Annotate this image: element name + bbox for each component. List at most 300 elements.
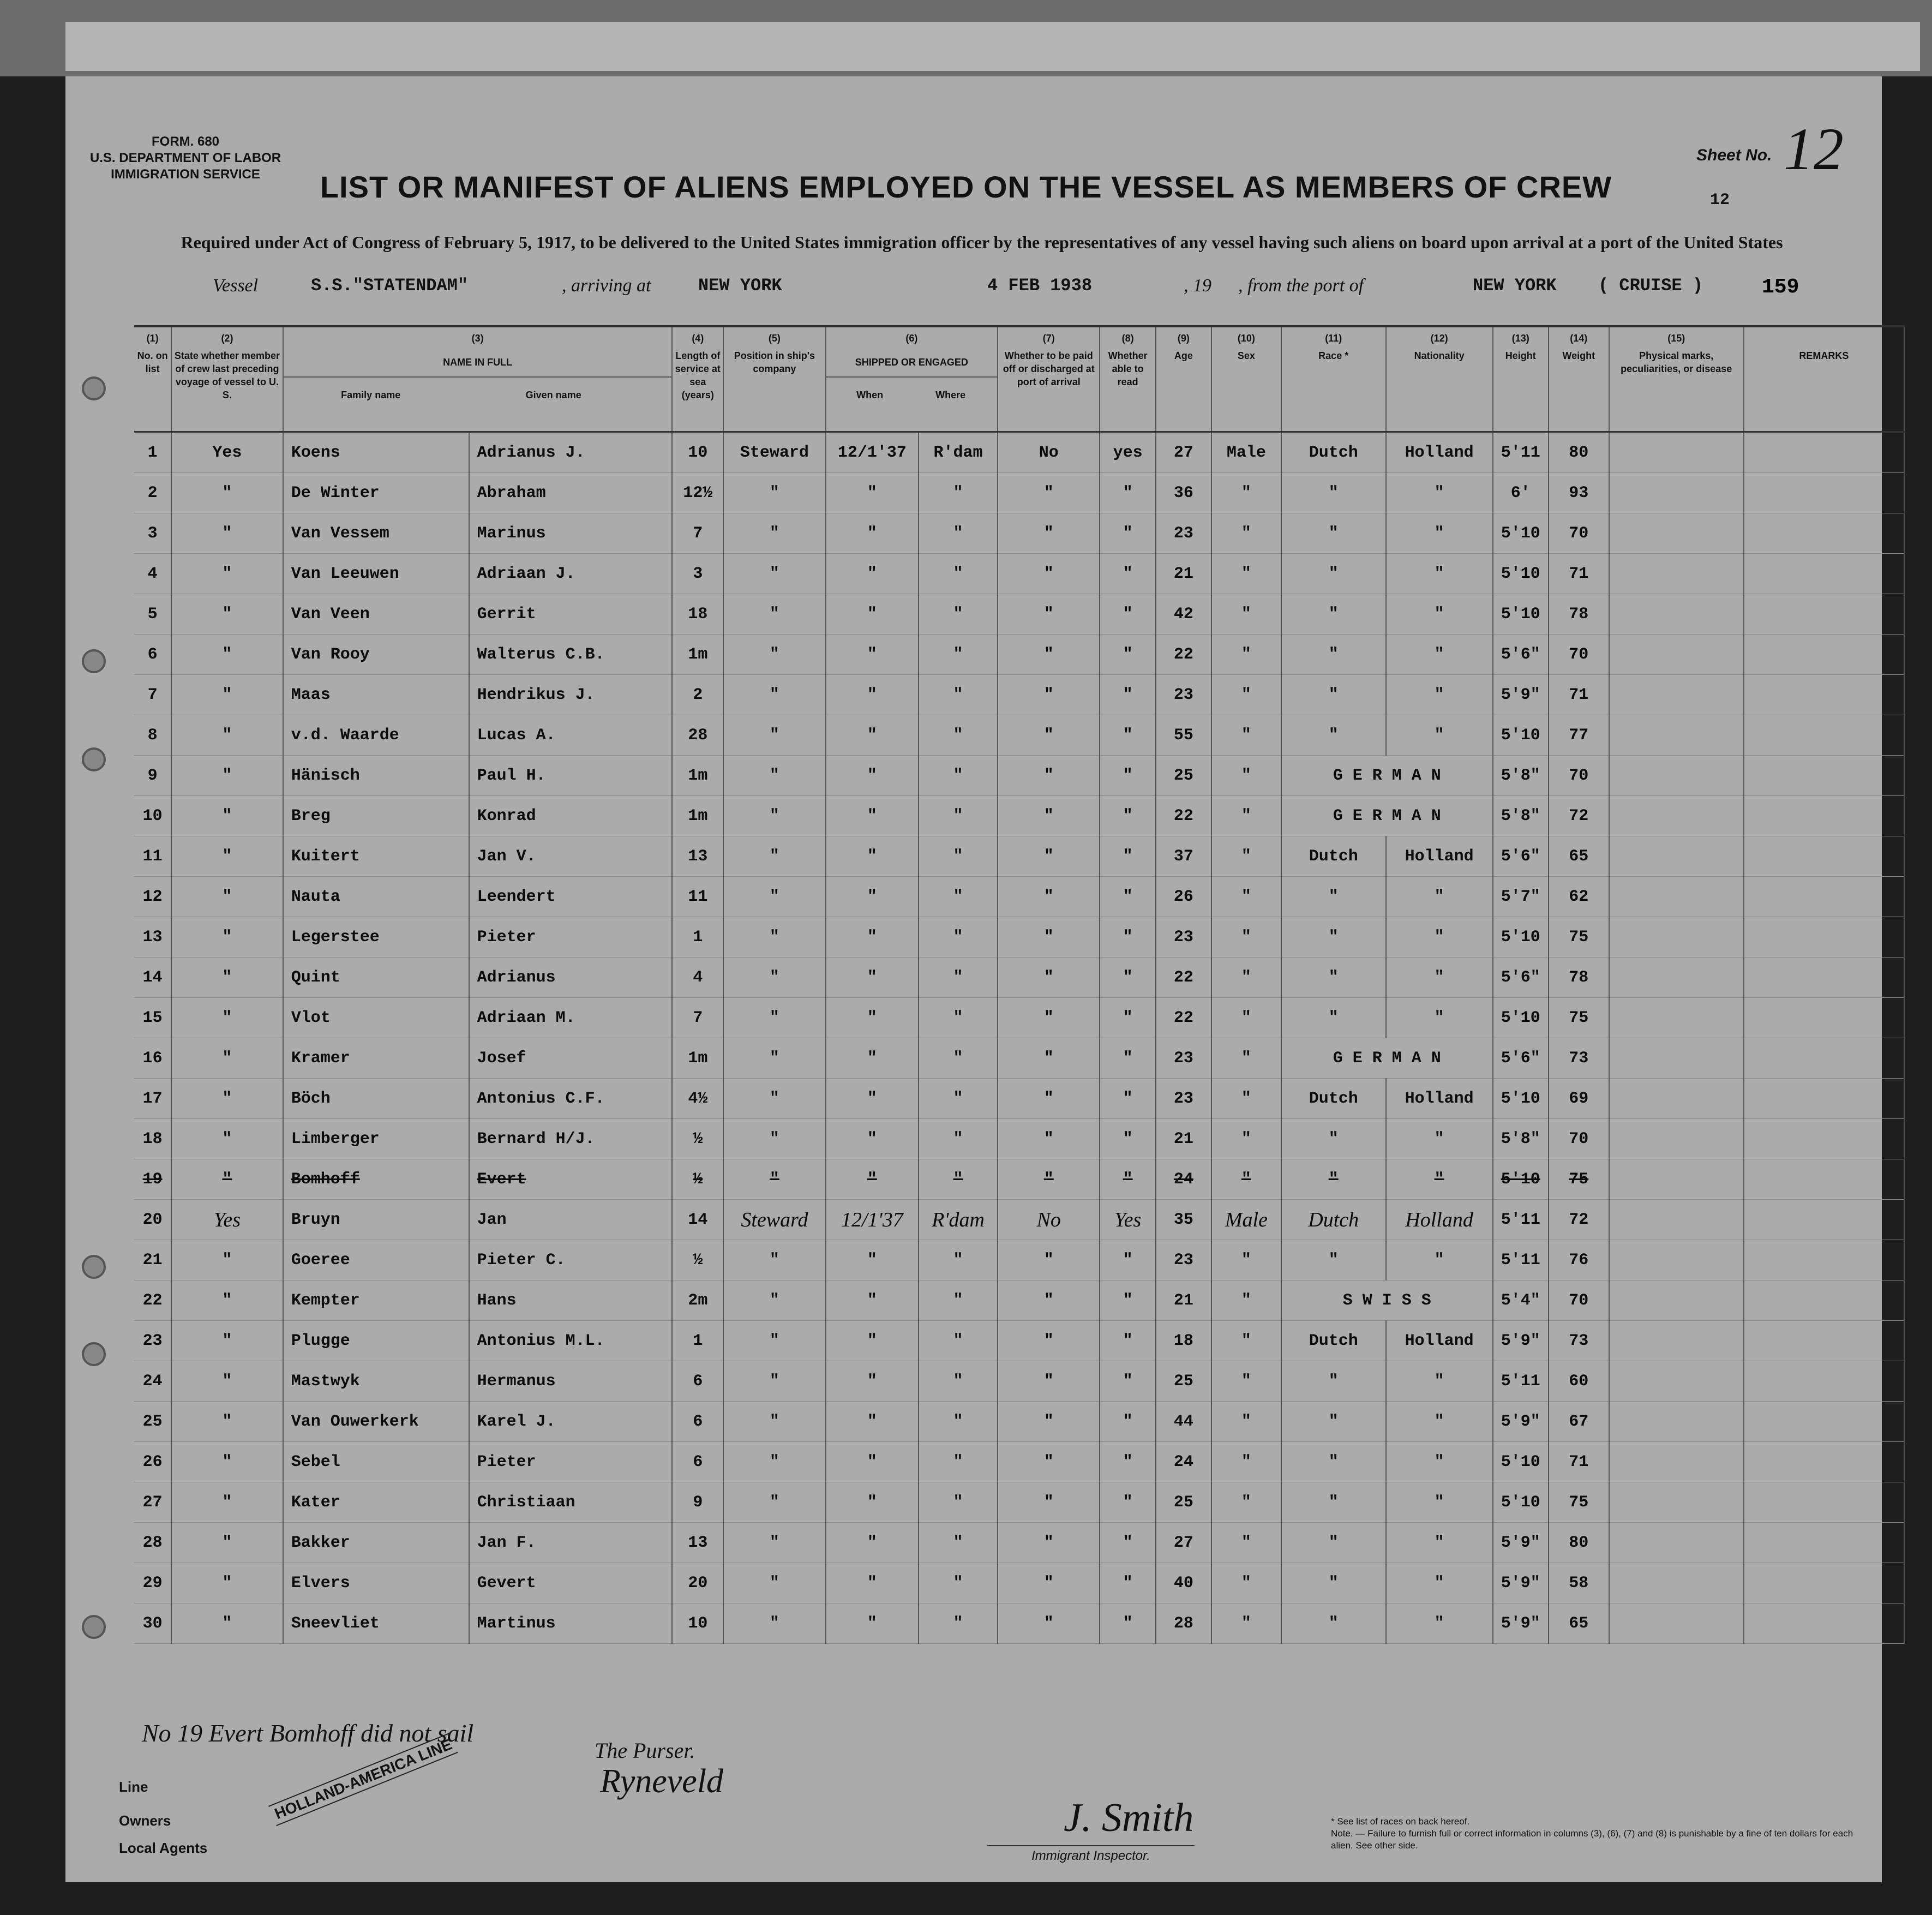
- owners-label: Owners: [119, 1812, 171, 1829]
- cell-age: 25: [1156, 756, 1211, 796]
- cell-paid: ": [998, 796, 1100, 836]
- cell-family: Van Leeuwen: [283, 554, 469, 594]
- col-number: (1): [134, 327, 171, 349]
- cell-state: ": [171, 796, 283, 836]
- cell-sex: ": [1211, 1321, 1281, 1361]
- table-row: [134, 958, 1904, 998]
- form-number: FORM. 680: [151, 134, 220, 149]
- cell-race: ": [1281, 675, 1386, 715]
- cell-remarks: [1744, 796, 1904, 836]
- cell-given: Christiaan: [469, 1482, 673, 1523]
- cell-physical: [1609, 1482, 1744, 1523]
- cell-position: ": [723, 1563, 825, 1603]
- cell-given: Hendrikus J.: [469, 675, 673, 715]
- cell-given: Josef: [469, 1038, 673, 1079]
- cell-state: ": [171, 554, 283, 594]
- cell-paid: ": [998, 1079, 1100, 1119]
- cell-weight: 80: [1549, 1523, 1609, 1563]
- cell-sex: ": [1211, 1240, 1281, 1280]
- cell-read: ": [1100, 635, 1155, 675]
- cell-nationality: ": [1386, 958, 1493, 998]
- cell-remarks: [1744, 635, 1904, 675]
- cell-state: Yes: [171, 1200, 283, 1240]
- col-number: (10): [1211, 327, 1281, 349]
- cell-length: 1: [672, 917, 723, 958]
- cell-weight: 73: [1549, 1321, 1609, 1361]
- cell-weight: 72: [1549, 796, 1609, 836]
- cell-position: ": [723, 1361, 825, 1402]
- cell-when: ": [826, 513, 919, 554]
- cell-race: ": [1281, 554, 1386, 594]
- col-number: (9): [1156, 327, 1211, 349]
- cell-paid: ": [998, 1119, 1100, 1159]
- cell-race: ": [1281, 1361, 1386, 1402]
- header-physical-marks: Physical marks, peculiarities, or disease: [1609, 349, 1744, 432]
- col-number: (5): [723, 327, 825, 349]
- cell-race: ": [1281, 1523, 1386, 1563]
- cell-length: ½: [672, 1240, 723, 1280]
- cell-physical: [1609, 1119, 1744, 1159]
- cell-paid: ": [998, 635, 1100, 675]
- cell-family: Goeree: [283, 1240, 469, 1280]
- cell-position: ": [723, 1119, 825, 1159]
- cell-paid: ": [998, 1442, 1100, 1482]
- cell-state: ": [171, 594, 283, 635]
- cell-remarks: [1744, 1523, 1904, 1563]
- cell-position: ": [723, 1038, 825, 1079]
- cell-when: ": [826, 594, 919, 635]
- cell-no: 1: [134, 432, 171, 473]
- cell-remarks: [1744, 594, 1904, 635]
- cell-given: Paul H.: [469, 756, 673, 796]
- cell-given: Adrianus: [469, 958, 673, 998]
- table-row: [134, 1442, 1904, 1482]
- table-row: [134, 1402, 1904, 1442]
- cell-given: Adrianus J.: [469, 432, 673, 473]
- cell-height: 5'11: [1493, 1200, 1549, 1240]
- cell-position: ": [723, 877, 825, 917]
- cell-sex: ": [1211, 917, 1281, 958]
- cell-when: ": [826, 675, 919, 715]
- cell-when: ": [826, 1280, 919, 1321]
- cell-weight: 67: [1549, 1402, 1609, 1442]
- cell-when: ": [826, 1442, 919, 1482]
- cell-height: 5'11: [1493, 1240, 1549, 1280]
- cell-where: ": [919, 635, 998, 675]
- cell-paid: ": [998, 1603, 1100, 1644]
- cell-state: ": [171, 1079, 283, 1119]
- cell-physical: [1609, 1200, 1744, 1240]
- cell-race: ": [1281, 473, 1386, 513]
- cell-nationality: ": [1386, 594, 1493, 635]
- cell-read: yes: [1100, 432, 1155, 473]
- footnotes: [1331, 1816, 1876, 1852]
- cell-length: 20: [672, 1563, 723, 1603]
- cell-state: ": [171, 635, 283, 675]
- cell-age: 36: [1156, 473, 1211, 513]
- cell-paid: ": [998, 1038, 1100, 1079]
- crew-table: [134, 327, 1905, 1644]
- cell-remarks: [1744, 1482, 1904, 1523]
- cell-sex: ": [1211, 675, 1281, 715]
- cell-nationality: ": [1386, 998, 1493, 1038]
- cell-when: ": [826, 1038, 919, 1079]
- table-row: [134, 1603, 1904, 1644]
- cell-position: ": [723, 1603, 825, 1644]
- cell-state: ": [171, 1563, 283, 1603]
- cell-age: 24: [1156, 1442, 1211, 1482]
- cell-remarks: [1744, 1442, 1904, 1482]
- cell-family: Vlot: [283, 998, 469, 1038]
- cell-read: ": [1100, 675, 1155, 715]
- cell-sex: Male: [1211, 432, 1281, 473]
- cell-given: Gevert: [469, 1563, 673, 1603]
- cell-race: ": [1281, 635, 1386, 675]
- cell-family: Maas: [283, 675, 469, 715]
- cell-age: 23: [1156, 917, 1211, 958]
- cell-family: Legerstee: [283, 917, 469, 958]
- cell-nationality: ": [1386, 473, 1493, 513]
- cell-where: ": [919, 756, 998, 796]
- cell-weight: 70: [1549, 513, 1609, 554]
- cell-remarks: [1744, 1240, 1904, 1280]
- cell-sex: ": [1211, 836, 1281, 877]
- cell-height: 5'10: [1493, 917, 1549, 958]
- cell-length: 28: [672, 715, 723, 756]
- footnote-note: Note. — Failure to furnish full or correct information in columns (3), (6), (7) and (8) is punishable by a fine of ten dollars for each alien. See other side.: [1331, 1828, 1853, 1851]
- cell-remarks: [1744, 1280, 1904, 1321]
- cell-paid: ": [998, 1563, 1100, 1603]
- cell-remarks: [1744, 1159, 1904, 1200]
- cell-given: Hans: [469, 1280, 673, 1321]
- cell-when: ": [826, 877, 919, 917]
- cell-height: 5'6": [1493, 836, 1549, 877]
- cell-length: 1m: [672, 796, 723, 836]
- inspector-signature: J. Smith: [1064, 1796, 1194, 1840]
- cell-when: 12/1'37: [826, 1200, 919, 1240]
- cell-sex: ": [1211, 756, 1281, 796]
- cell-no: 11: [134, 836, 171, 877]
- cell-no: 17: [134, 1079, 171, 1119]
- cell-family: Kuitert: [283, 836, 469, 877]
- cell-given: Jan V.: [469, 836, 673, 877]
- col-number: (15): [1609, 327, 1744, 349]
- cell-race: ": [1281, 1603, 1386, 1644]
- cell-race: ": [1281, 1563, 1386, 1603]
- cell-race: Dutch: [1281, 1200, 1386, 1240]
- cell-race: S W I S S: [1281, 1280, 1493, 1321]
- cell-weight: 69: [1549, 1079, 1609, 1119]
- header-given-name: Given name: [525, 390, 581, 400]
- cell-where: ": [919, 1442, 998, 1482]
- cell-sex: ": [1211, 635, 1281, 675]
- cell-physical: [1609, 796, 1744, 836]
- cell-race: ": [1281, 1159, 1386, 1200]
- cell-weight: 60: [1549, 1361, 1609, 1402]
- cell-physical: [1609, 1038, 1744, 1079]
- cell-remarks: [1744, 1361, 1904, 1402]
- header-race: Race *: [1281, 349, 1386, 432]
- cell-state: ": [171, 836, 283, 877]
- cell-weight: 70: [1549, 1280, 1609, 1321]
- cell-remarks: [1744, 836, 1904, 877]
- cell-no: 25: [134, 1402, 171, 1442]
- cell-physical: [1609, 1159, 1744, 1200]
- cell-weight: 62: [1549, 877, 1609, 917]
- cell-position: ": [723, 635, 825, 675]
- cell-when: ": [826, 796, 919, 836]
- cell-sex: ": [1211, 1442, 1281, 1482]
- cell-physical: [1609, 836, 1744, 877]
- cell-paid: ": [998, 1321, 1100, 1361]
- cell-remarks: [1744, 1200, 1904, 1240]
- cell-paid: ": [998, 756, 1100, 796]
- cell-when: ": [826, 1603, 919, 1644]
- cell-paid: ": [998, 554, 1100, 594]
- cell-no: 24: [134, 1361, 171, 1402]
- purser-signature: Ryneveld: [600, 1763, 724, 1800]
- table-row: [134, 756, 1904, 796]
- cell-paid: ": [998, 715, 1100, 756]
- cell-state: ": [171, 998, 283, 1038]
- cell-family: Breg: [283, 796, 469, 836]
- cell-weight: 71: [1549, 1442, 1609, 1482]
- cell-given: Hermanus: [469, 1361, 673, 1402]
- header-where: Where: [935, 390, 966, 400]
- cell-position: ": [723, 998, 825, 1038]
- cell-state: ": [171, 877, 283, 917]
- cell-where: ": [919, 836, 998, 877]
- header-age: Age: [1156, 349, 1211, 432]
- cell-position: ": [723, 1523, 825, 1563]
- cell-length: 18: [672, 594, 723, 635]
- cell-no: 19: [134, 1159, 171, 1200]
- cell-given: Adriaan M.: [469, 998, 673, 1038]
- cell-when: ": [826, 958, 919, 998]
- cell-where: ": [919, 958, 998, 998]
- cell-age: 26: [1156, 877, 1211, 917]
- cell-given: Pieter C.: [469, 1240, 673, 1280]
- cell-race: ": [1281, 715, 1386, 756]
- cell-length: 14: [672, 1200, 723, 1240]
- cell-remarks: [1744, 917, 1904, 958]
- cell-read: ": [1100, 594, 1155, 635]
- table-row: [134, 998, 1904, 1038]
- cell-where: ": [919, 1038, 998, 1079]
- cell-nationality: ": [1386, 715, 1493, 756]
- cell-family: Elvers: [283, 1563, 469, 1603]
- cell-race: ": [1281, 1119, 1386, 1159]
- cell-no: 22: [134, 1280, 171, 1321]
- cell-height: 5'6": [1493, 958, 1549, 998]
- cell-weight: 75: [1549, 917, 1609, 958]
- cell-length: 2m: [672, 1280, 723, 1321]
- cell-read: ": [1100, 513, 1155, 554]
- cell-family: Nauta: [283, 877, 469, 917]
- cell-position: ": [723, 917, 825, 958]
- cell-age: 35: [1156, 1200, 1211, 1240]
- cell-read: ": [1100, 958, 1155, 998]
- cell-given: Evert: [469, 1159, 673, 1200]
- cell-nationality: ": [1386, 554, 1493, 594]
- cell-when: ": [826, 1079, 919, 1119]
- cell-state: ": [171, 1119, 283, 1159]
- cell-given: Abraham: [469, 473, 673, 513]
- cell-physical: [1609, 1280, 1744, 1321]
- company-stamp: HOLLAND-AMERICA LINE: [268, 1732, 458, 1826]
- cell-given: Walterus C.B.: [469, 635, 673, 675]
- cell-age: 22: [1156, 635, 1211, 675]
- cell-physical: [1609, 1321, 1744, 1361]
- cell-where: ": [919, 715, 998, 756]
- cell-length: 13: [672, 1523, 723, 1563]
- cell-sex: ": [1211, 513, 1281, 554]
- page-title: LIST OR MANIFEST OF ALIENS EMPLOYED ON THE VESSEL AS MEMBERS OF CREW: [320, 170, 1612, 204]
- cell-age: 40: [1156, 1563, 1211, 1603]
- header-when: When: [856, 390, 884, 400]
- header-shipped-title: SHIPPED OR ENGAGED: [826, 356, 997, 378]
- cell-where: ": [919, 1321, 998, 1361]
- header-shipped-or-engaged: [826, 349, 998, 432]
- table-row: [134, 473, 1904, 513]
- cell-remarks: [1744, 1038, 1904, 1079]
- cell-height: 5'10: [1493, 1079, 1549, 1119]
- cell-height: 5'10: [1493, 594, 1549, 635]
- cell-length: 6: [672, 1361, 723, 1402]
- cell-no: 16: [134, 1038, 171, 1079]
- cell-nationality: ": [1386, 1603, 1493, 1644]
- year-label: , 19: [1184, 276, 1211, 296]
- header-remarks: REMARKS: [1744, 349, 1904, 432]
- cell-age: 37: [1156, 836, 1211, 877]
- cell-race: ": [1281, 1482, 1386, 1523]
- cell-sex: ": [1211, 1482, 1281, 1523]
- handwritten-note: No 19 Evert Bomhoff did not sail: [142, 1719, 474, 1747]
- cell-nationality: Holland: [1386, 1079, 1493, 1119]
- cell-nationality: Holland: [1386, 1321, 1493, 1361]
- cell-no: 30: [134, 1603, 171, 1644]
- cell-read: ": [1100, 877, 1155, 917]
- line-label: Line: [119, 1779, 148, 1795]
- table-row: [134, 1482, 1904, 1523]
- cell-remarks: [1744, 1079, 1904, 1119]
- cell-position: ": [723, 594, 825, 635]
- cell-height: 5'10: [1493, 554, 1549, 594]
- cell-given: Leendert: [469, 877, 673, 917]
- cell-where: ": [919, 554, 998, 594]
- cell-height: 5'9": [1493, 1603, 1549, 1644]
- vessel-label: Vessel: [213, 276, 259, 296]
- cell-height: 5'9": [1493, 1563, 1549, 1603]
- cell-nationality: ": [1386, 635, 1493, 675]
- cell-remarks: [1744, 958, 1904, 998]
- cell-family: Böch: [283, 1079, 469, 1119]
- col-number: (8): [1100, 327, 1155, 349]
- cell-remarks: [1744, 715, 1904, 756]
- cell-state: ": [171, 1402, 283, 1442]
- cell-age: 22: [1156, 998, 1211, 1038]
- cell-remarks: [1744, 1321, 1904, 1361]
- cell-position: ": [723, 675, 825, 715]
- cell-read: ": [1100, 1603, 1155, 1644]
- cell-weight: 76: [1549, 1240, 1609, 1280]
- cell-position: ": [723, 1482, 825, 1523]
- cell-read: ": [1100, 836, 1155, 877]
- cell-state: ": [171, 1159, 283, 1200]
- cell-physical: [1609, 1563, 1744, 1603]
- cell-family: Kater: [283, 1482, 469, 1523]
- cell-remarks: [1744, 1563, 1904, 1603]
- column-label-row: [134, 349, 1904, 432]
- cell-remarks: [1744, 554, 1904, 594]
- cell-weight: 75: [1549, 998, 1609, 1038]
- arriving-port: NEW YORK: [698, 276, 782, 296]
- col-number: (6): [826, 327, 998, 349]
- cell-paid: ": [998, 1280, 1100, 1321]
- cell-family: Kempter: [283, 1280, 469, 1321]
- table-row: [134, 1159, 1904, 1200]
- table-row: [134, 836, 1904, 877]
- cell-age: 28: [1156, 1603, 1211, 1644]
- cell-height: 5'9": [1493, 1321, 1549, 1361]
- cell-family: Mastwyk: [283, 1361, 469, 1402]
- cell-state: ": [171, 675, 283, 715]
- cell-family: Sebel: [283, 1442, 469, 1482]
- cell-race: ": [1281, 877, 1386, 917]
- cell-age: 44: [1156, 1402, 1211, 1442]
- from-port: NEW YORK: [1473, 276, 1557, 296]
- cell-when: ": [826, 1321, 919, 1361]
- cell-age: 21: [1156, 1119, 1211, 1159]
- sheet-total: 159: [1762, 276, 1799, 299]
- cell-height: 5'10: [1493, 1442, 1549, 1482]
- cell-weight: 65: [1549, 836, 1609, 877]
- cell-when: ": [826, 715, 919, 756]
- cell-age: 27: [1156, 1523, 1211, 1563]
- cell-physical: [1609, 1361, 1744, 1402]
- cell-remarks: [1744, 877, 1904, 917]
- cell-nationality: ": [1386, 877, 1493, 917]
- cell-when: ": [826, 917, 919, 958]
- header-sex: Sex: [1211, 349, 1281, 432]
- cell-no: 23: [134, 1321, 171, 1361]
- cell-sex: ": [1211, 715, 1281, 756]
- cell-where: ": [919, 1603, 998, 1644]
- cell-length: 1m: [672, 756, 723, 796]
- cell-length: 3: [672, 554, 723, 594]
- cell-sex: ": [1211, 554, 1281, 594]
- col-number: (4): [672, 327, 723, 349]
- cell-position: ": [723, 715, 825, 756]
- cell-nationality: ": [1386, 1119, 1493, 1159]
- cell-physical: [1609, 917, 1744, 958]
- header-family-name: Family name: [341, 390, 401, 400]
- cell-state: ": [171, 1361, 283, 1402]
- table-row: [134, 1563, 1904, 1603]
- cell-read: ": [1100, 1321, 1155, 1361]
- cell-read: ": [1100, 1523, 1155, 1563]
- cell-remarks: [1744, 1603, 1904, 1644]
- cell-physical: [1609, 877, 1744, 917]
- cell-length: 13: [672, 836, 723, 877]
- cell-read: ": [1100, 1159, 1155, 1200]
- cell-length: 10: [672, 432, 723, 473]
- cell-no: 10: [134, 796, 171, 836]
- cell-physical: [1609, 675, 1744, 715]
- cell-position: Steward: [723, 432, 825, 473]
- cell-read: ": [1100, 1442, 1155, 1482]
- cell-physical: [1609, 473, 1744, 513]
